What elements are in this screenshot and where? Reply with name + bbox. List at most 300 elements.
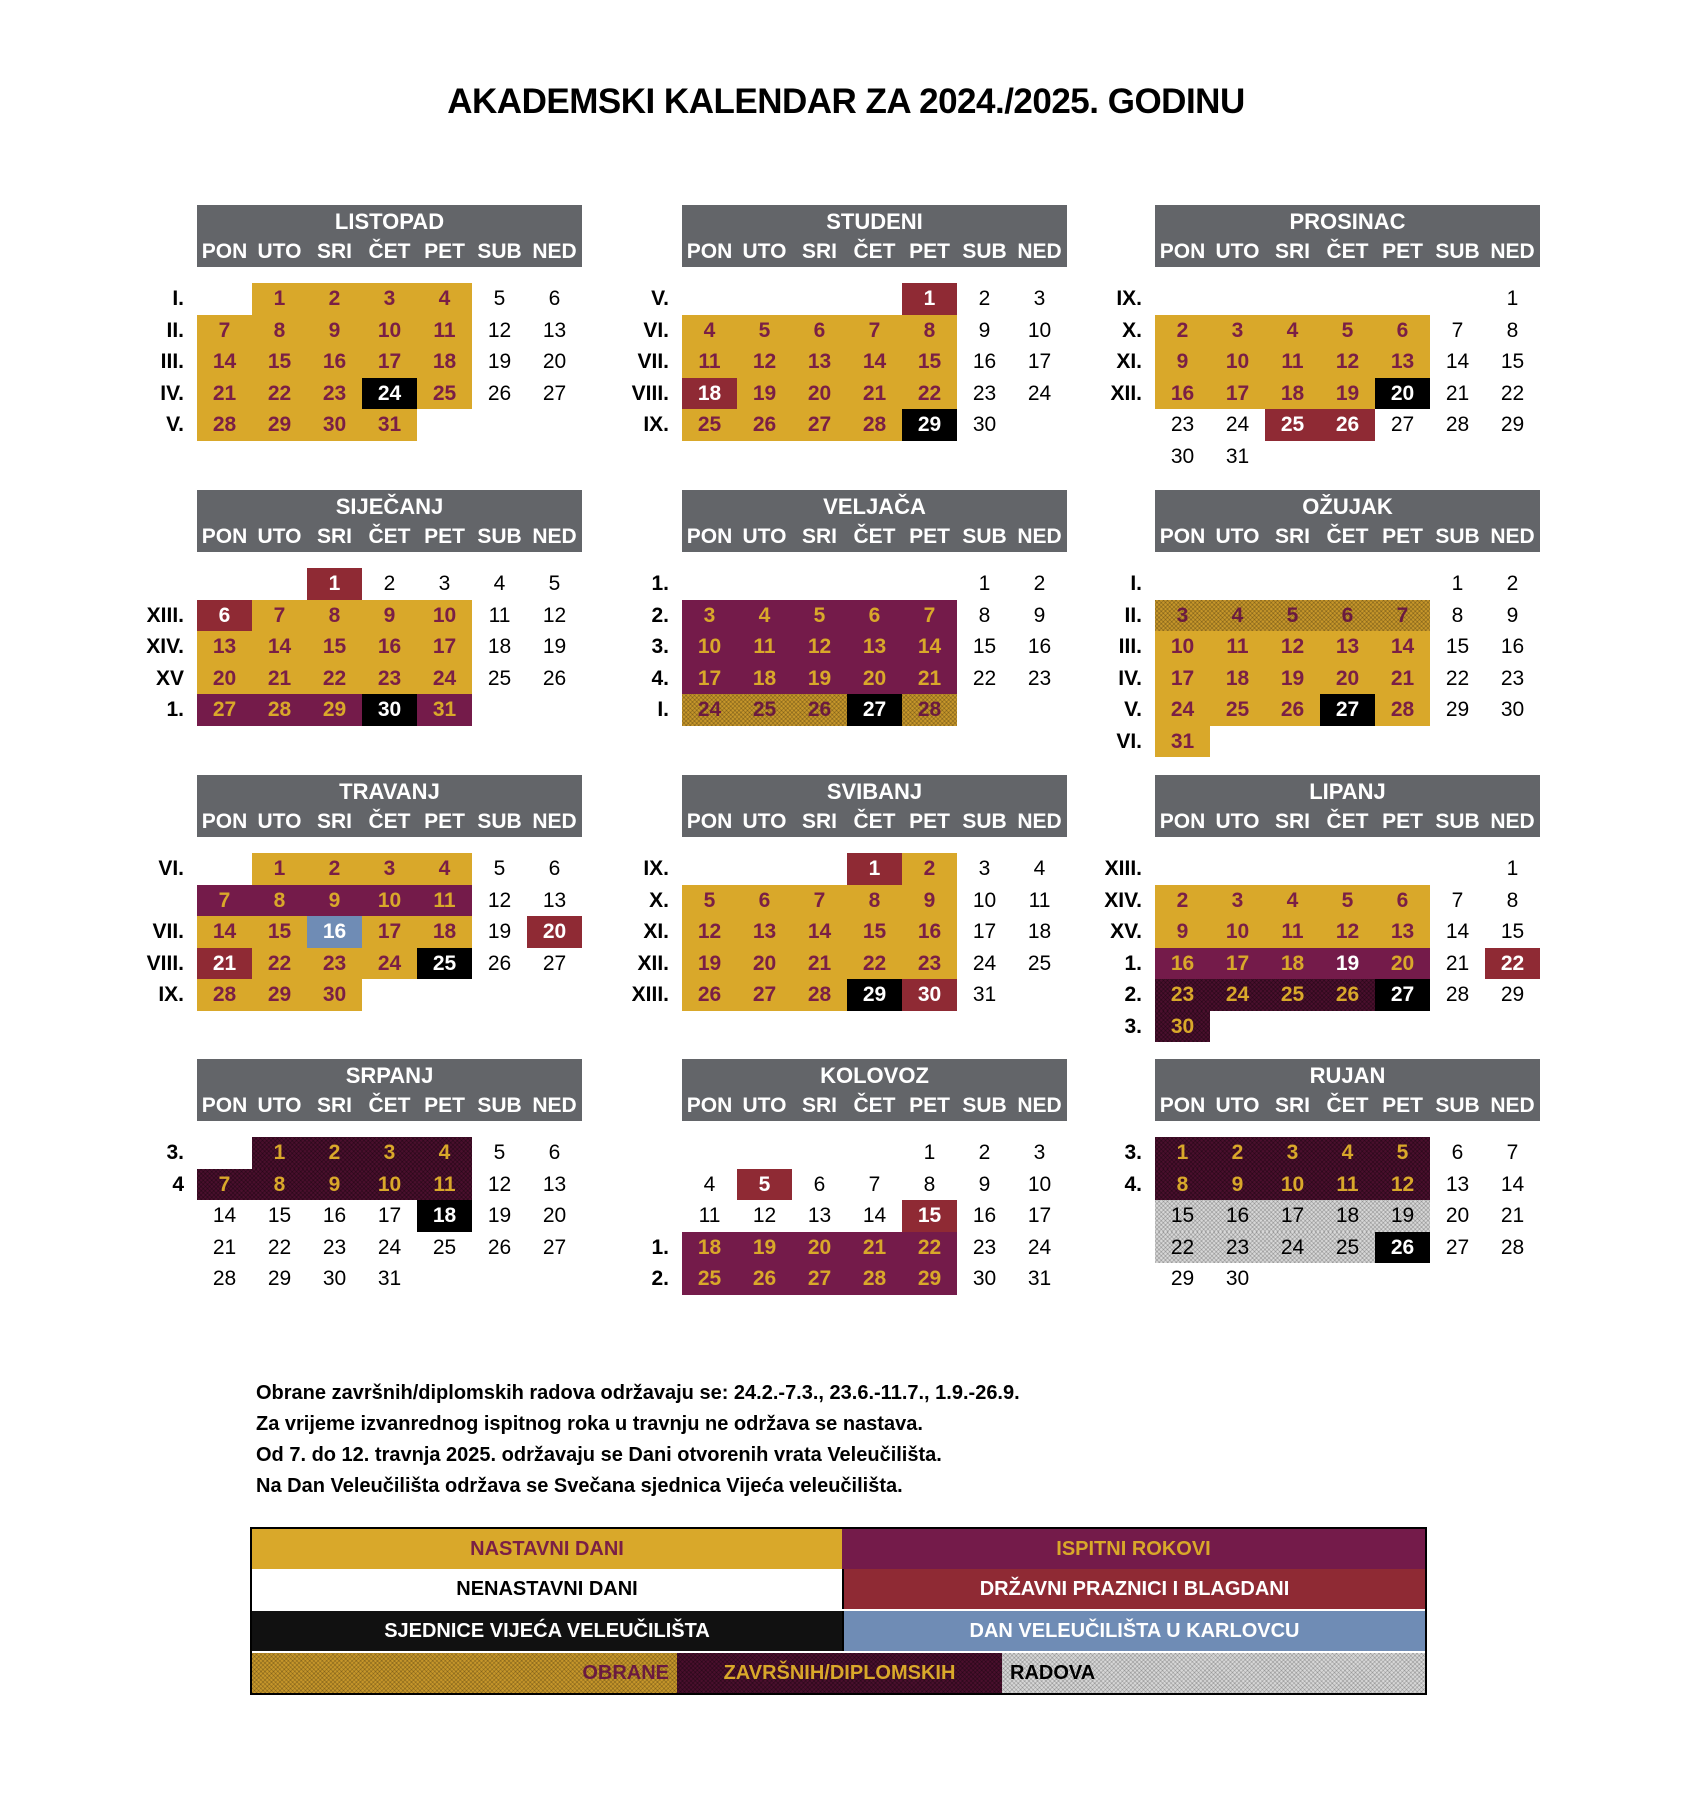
day-cell: 21 bbox=[252, 663, 307, 695]
day-cell: 7 bbox=[1375, 600, 1430, 632]
weekday-header: SRI bbox=[316, 1094, 352, 1117]
day-cell: 19 bbox=[1375, 1200, 1430, 1232]
week-row bbox=[60, 1169, 610, 1201]
day-cell: 5 bbox=[493, 857, 506, 880]
day-cell: 13 bbox=[542, 1172, 567, 1196]
day-cell: 20 bbox=[527, 916, 582, 948]
weekday-header-row bbox=[197, 237, 582, 267]
day-cell: 23 bbox=[972, 381, 997, 405]
day-cell: 12 bbox=[1265, 631, 1320, 663]
week-label bbox=[60, 1263, 184, 1295]
weekday-header: SRI bbox=[316, 240, 352, 263]
day-cell: 30 bbox=[307, 979, 362, 1011]
week-row bbox=[545, 853, 1095, 885]
weekday-header: UTO bbox=[1215, 525, 1260, 548]
week-row bbox=[60, 853, 610, 885]
day-cell: 21 bbox=[847, 1232, 902, 1264]
day-cell: 5 bbox=[1320, 315, 1375, 347]
weekday-header: PON bbox=[686, 525, 733, 548]
day-cell: 7 bbox=[1506, 1141, 1519, 1164]
day-cell: 18 bbox=[487, 635, 512, 658]
day-cell: 4 bbox=[682, 315, 737, 347]
weekday-header: NED bbox=[1490, 525, 1535, 548]
week-row bbox=[60, 600, 610, 632]
day-cell: 23 bbox=[307, 378, 362, 410]
day-cell: 5 bbox=[548, 572, 561, 595]
week-row bbox=[545, 315, 1095, 347]
day-cell: 12 bbox=[542, 603, 567, 627]
week-row bbox=[60, 315, 610, 347]
day-cell: 28 bbox=[1500, 1235, 1525, 1259]
week-row bbox=[1018, 726, 1568, 758]
week-row bbox=[1018, 1011, 1568, 1043]
week-label: I. bbox=[172, 287, 184, 310]
weekday-header: PET bbox=[1382, 525, 1423, 548]
day-cell: 13 bbox=[197, 631, 252, 663]
day-cell: 8 bbox=[1506, 888, 1519, 912]
day-cell: 17 bbox=[362, 346, 417, 378]
week-row bbox=[545, 1232, 1095, 1264]
day-cell: 17 bbox=[377, 1204, 402, 1227]
day-cell: 18 bbox=[1210, 663, 1265, 695]
day-cell: 18 bbox=[1320, 1200, 1375, 1232]
day-cell: 7 bbox=[847, 315, 902, 347]
day-cell: 9 bbox=[978, 1172, 991, 1196]
weekday-header: SUB bbox=[962, 240, 1007, 263]
day-cell: 30 bbox=[307, 409, 362, 441]
week-label: XIV. bbox=[146, 635, 184, 658]
day-cell: 11 bbox=[417, 1169, 472, 1201]
day-cell: 6 bbox=[813, 1172, 826, 1196]
day-cell: 26 bbox=[1320, 979, 1375, 1011]
legend-defenses-word-3: RADOVA bbox=[1010, 1662, 1096, 1684]
day-cell: 21 bbox=[1375, 663, 1430, 695]
day-cell: 13 bbox=[847, 631, 902, 663]
weekday-header: SRI bbox=[801, 525, 837, 548]
day-cell: 28 bbox=[197, 979, 252, 1011]
day-cell: 29 bbox=[252, 409, 307, 441]
day-cell: 11 bbox=[698, 1204, 721, 1227]
day-cell: 16 bbox=[1155, 378, 1210, 410]
week-label: XI. bbox=[1116, 350, 1142, 373]
month-name: OŽUJAK bbox=[1302, 494, 1393, 519]
day-cell: 14 bbox=[1375, 631, 1430, 663]
weekday-header: SRI bbox=[1274, 240, 1310, 263]
day-cell: 19 bbox=[1320, 948, 1375, 980]
day-cell: 12 bbox=[487, 888, 512, 912]
weekday-header: PET bbox=[1382, 810, 1423, 833]
day-cell: 24 bbox=[1265, 1232, 1320, 1264]
week-row bbox=[545, 916, 1095, 948]
day-cell: 20 bbox=[1375, 378, 1430, 410]
day-cell: 24 bbox=[972, 951, 997, 975]
day-cell: 4 bbox=[703, 1172, 716, 1196]
weekday-header: PET bbox=[424, 240, 465, 263]
day-cell: 24 bbox=[362, 378, 417, 410]
week-label: 3. bbox=[166, 1141, 184, 1164]
legend-defenses-word-2: ZAVRŠNIH/DIPLOMSKIH bbox=[723, 1662, 956, 1684]
week-label: XV bbox=[155, 666, 184, 690]
day-cell: 5 bbox=[1375, 1137, 1430, 1169]
weekday-header: ČET bbox=[1326, 810, 1369, 833]
day-cell: 29 bbox=[267, 1267, 292, 1290]
weekday-header-row bbox=[682, 1091, 1067, 1121]
day-cell: 16 bbox=[307, 916, 362, 948]
week-row bbox=[1018, 1169, 1568, 1201]
day-cell: 10 bbox=[1155, 631, 1210, 663]
day-cell: 26 bbox=[542, 666, 567, 690]
week-label: 4 bbox=[172, 1172, 184, 1196]
week-label: XIV. bbox=[1104, 888, 1142, 912]
week-label: 4. bbox=[651, 666, 669, 690]
day-cell: 21 bbox=[212, 1235, 237, 1259]
day-cell: 23 bbox=[362, 663, 417, 695]
day-cell: 25 bbox=[737, 694, 792, 726]
day-cell: 31 bbox=[1027, 1267, 1052, 1290]
week-row bbox=[60, 568, 610, 600]
weekday-header: SUB bbox=[962, 1094, 1007, 1117]
day-cell: 19 bbox=[737, 1232, 792, 1264]
note-exam-period: Za vrijeme izvanrednog ispitnog roka u travnju ne održava se nastava. bbox=[256, 1413, 923, 1435]
day-cell: 29 bbox=[902, 409, 957, 441]
day-cell: 6 bbox=[548, 857, 561, 880]
day-cell: 8 bbox=[923, 1172, 936, 1196]
weekday-header: PON bbox=[1159, 525, 1206, 548]
day-cell: 16 bbox=[972, 350, 997, 373]
day-cell: 21 bbox=[1445, 951, 1470, 975]
day-cell: 1 bbox=[1506, 857, 1519, 880]
day-cell: 8 bbox=[307, 600, 362, 632]
weekday-header: SUB bbox=[1435, 1094, 1480, 1117]
week-row bbox=[60, 885, 610, 917]
week-row bbox=[60, 378, 610, 410]
week-row bbox=[60, 631, 610, 663]
week-row bbox=[1018, 409, 1568, 441]
week-label: 1. bbox=[651, 1235, 669, 1259]
day-cell: 15 bbox=[307, 631, 362, 663]
day-cell: 24 bbox=[377, 1235, 402, 1259]
day-cell: 30 bbox=[362, 694, 417, 726]
week-label: X. bbox=[1122, 318, 1142, 342]
day-cell: 29 bbox=[902, 1263, 957, 1295]
day-cell: 30 bbox=[972, 413, 997, 436]
page-title: AKADEMSKI KALENDAR ZA 2024./2025. GODINU bbox=[447, 82, 1245, 121]
day-cell: 28 bbox=[252, 694, 307, 726]
day-cell: 12 bbox=[737, 346, 792, 378]
month-name: SIJEČANJ bbox=[335, 494, 444, 519]
day-cell: 18 bbox=[417, 916, 472, 948]
day-cell: 24 bbox=[1027, 1235, 1052, 1259]
week-label: VIII. bbox=[631, 381, 669, 405]
day-cell: 26 bbox=[737, 1263, 792, 1295]
month-name: VELJAČA bbox=[823, 494, 926, 519]
day-cell: 21 bbox=[902, 663, 957, 695]
day-cell: 2 bbox=[1506, 572, 1519, 595]
month-name: LISTOPAD bbox=[334, 209, 445, 234]
weekday-header: SRI bbox=[316, 810, 352, 833]
day-cell: 14 bbox=[252, 631, 307, 663]
day-cell: 11 bbox=[1028, 888, 1051, 912]
month-name: LIPANJ bbox=[1309, 779, 1386, 804]
day-cell: 23 bbox=[1170, 413, 1195, 436]
day-cell: 3 bbox=[1210, 315, 1265, 347]
day-cell: 28 bbox=[1445, 983, 1470, 1006]
weekday-header: NED bbox=[1490, 240, 1535, 263]
month-name: SRPANJ bbox=[345, 1063, 434, 1088]
day-cell: 8 bbox=[1155, 1169, 1210, 1201]
week-label: V. bbox=[1124, 698, 1142, 721]
day-cell: 2 bbox=[307, 1137, 362, 1169]
day-cell: 23 bbox=[902, 948, 957, 980]
day-cell: 10 bbox=[1265, 1169, 1320, 1201]
week-label: IV. bbox=[160, 381, 184, 405]
day-cell: 14 bbox=[197, 916, 252, 948]
day-cell: 8 bbox=[1451, 603, 1464, 627]
day-cell: 27 bbox=[542, 951, 567, 975]
day-cell: 12 bbox=[1375, 1169, 1430, 1201]
day-cell: 19 bbox=[792, 663, 847, 695]
day-cell: 26 bbox=[487, 381, 512, 405]
week-label: I. bbox=[657, 698, 669, 721]
day-cell: 16 bbox=[322, 1204, 347, 1227]
day-cell: 13 bbox=[1320, 631, 1375, 663]
day-cell: 28 bbox=[1375, 694, 1430, 726]
day-cell: 25 bbox=[1265, 979, 1320, 1011]
legend-non-teaching-days: NENASTAVNI DANI bbox=[252, 1569, 842, 1609]
day-cell: 28 bbox=[847, 1263, 902, 1295]
day-cell: 5 bbox=[792, 600, 847, 632]
day-cell: 5 bbox=[1320, 885, 1375, 917]
day-cell: 25 bbox=[1320, 1232, 1375, 1264]
day-cell: 13 bbox=[737, 916, 792, 948]
week-row bbox=[1018, 853, 1568, 885]
day-cell: 17 bbox=[1155, 663, 1210, 695]
weekday-header: PON bbox=[201, 1094, 248, 1117]
day-cell: 8 bbox=[252, 315, 307, 347]
day-cell: 16 bbox=[902, 916, 957, 948]
day-cell: 3 bbox=[362, 283, 417, 315]
day-cell: 29 bbox=[1500, 413, 1525, 436]
day-cell: 27 bbox=[1375, 979, 1430, 1011]
day-cell: 29 bbox=[1170, 1267, 1195, 1290]
day-cell: 2 bbox=[307, 283, 362, 315]
day-cell: 18 bbox=[682, 1232, 737, 1264]
week-label: I. bbox=[1130, 572, 1142, 595]
day-cell: 20 bbox=[1375, 948, 1430, 980]
week-row bbox=[545, 409, 1095, 441]
day-cell: 22 bbox=[902, 378, 957, 410]
day-cell: 10 bbox=[362, 1169, 417, 1201]
day-cell: 1 bbox=[1155, 1137, 1210, 1169]
day-cell: 23 bbox=[1155, 979, 1210, 1011]
day-cell: 22 bbox=[902, 1232, 957, 1264]
day-cell: 2 bbox=[1155, 315, 1210, 347]
weekday-header: ČET bbox=[1326, 240, 1369, 263]
day-cell: 2 bbox=[383, 572, 396, 595]
weekday-header: PET bbox=[1382, 240, 1423, 263]
week-row bbox=[1018, 283, 1568, 315]
day-cell: 11 bbox=[417, 315, 472, 347]
day-cell: 29 bbox=[847, 979, 902, 1011]
day-cell: 26 bbox=[792, 694, 847, 726]
day-cell: 17 bbox=[1027, 350, 1052, 373]
day-cell: 25 bbox=[432, 1235, 457, 1259]
day-cell: 28 bbox=[212, 1267, 237, 1290]
day-cell: 16 bbox=[1500, 635, 1525, 658]
day-cell: 1 bbox=[978, 572, 991, 595]
week-row bbox=[60, 948, 610, 980]
day-cell: 28 bbox=[1445, 413, 1470, 436]
week-row bbox=[60, 979, 610, 1011]
day-cell: 31 bbox=[362, 409, 417, 441]
day-cell: 8 bbox=[252, 1169, 307, 1201]
day-cell: 4 bbox=[493, 572, 506, 595]
week-label bbox=[60, 568, 184, 600]
weekday-header: SRI bbox=[801, 810, 837, 833]
day-cell: 5 bbox=[737, 315, 792, 347]
day-cell: 11 bbox=[737, 631, 792, 663]
weekday-header: SRI bbox=[801, 240, 837, 263]
week-label: XIII. bbox=[631, 983, 669, 1006]
week-row bbox=[60, 1232, 610, 1264]
day-cell: 26 bbox=[1265, 694, 1320, 726]
weekday-header: PON bbox=[1159, 1094, 1206, 1117]
week-row bbox=[545, 885, 1095, 917]
day-cell: 24 bbox=[1210, 979, 1265, 1011]
week-label bbox=[60, 885, 184, 917]
week-label bbox=[1018, 1263, 1142, 1295]
weekday-header-row bbox=[682, 522, 1067, 552]
day-cell: 25 bbox=[1210, 694, 1265, 726]
day-cell: 15 bbox=[972, 635, 997, 658]
weekday-header: SRI bbox=[1274, 1094, 1310, 1117]
day-cell: 6 bbox=[1320, 600, 1375, 632]
day-cell: 8 bbox=[902, 315, 957, 347]
day-cell: 4 bbox=[1210, 600, 1265, 632]
day-cell: 19 bbox=[487, 920, 512, 943]
day-cell: 5 bbox=[682, 885, 737, 917]
weekday-header: SRI bbox=[1274, 525, 1310, 548]
day-cell: 28 bbox=[902, 694, 957, 726]
day-cell: 26 bbox=[737, 409, 792, 441]
day-cell: 18 bbox=[1265, 378, 1320, 410]
day-cell: 21 bbox=[1445, 381, 1470, 405]
week-label: IX. bbox=[643, 413, 669, 436]
week-row bbox=[60, 1137, 610, 1169]
day-cell: 30 bbox=[1155, 1011, 1210, 1043]
day-cell: 18 bbox=[1027, 920, 1052, 943]
weekday-header: NED bbox=[532, 240, 577, 263]
day-cell: 13 bbox=[542, 888, 567, 912]
note-open-days: Od 7. do 12. travnja 2025. održavaju se Dani otvorenih vrata Veleučilišta. bbox=[256, 1444, 942, 1466]
day-cell: 11 bbox=[1320, 1169, 1375, 1201]
day-cell: 19 bbox=[1320, 378, 1375, 410]
legend-teaching-days: NASTAVNI DANI bbox=[252, 1529, 842, 1569]
day-cell: 2 bbox=[978, 287, 991, 310]
day-cell: 12 bbox=[682, 916, 737, 948]
week-row bbox=[545, 1169, 1095, 1201]
week-row bbox=[60, 409, 610, 441]
weekday-header: NED bbox=[1017, 240, 1062, 263]
weekday-header-row bbox=[1155, 807, 1540, 837]
week-row bbox=[1018, 1200, 1568, 1232]
day-cell: 30 bbox=[902, 979, 957, 1011]
week-label: XIII. bbox=[146, 603, 184, 627]
weekday-header: SUB bbox=[1435, 810, 1480, 833]
legend-defenses-teaching bbox=[252, 1653, 677, 1693]
week-label: VIII. bbox=[146, 951, 184, 975]
week-label: IX. bbox=[158, 983, 184, 1006]
day-cell: 30 bbox=[1170, 444, 1195, 468]
day-cell: 15 bbox=[902, 1200, 957, 1232]
day-cell: 8 bbox=[252, 885, 307, 917]
day-cell: 7 bbox=[792, 885, 847, 917]
day-cell: 11 bbox=[1265, 916, 1320, 948]
week-label: IV. bbox=[1118, 666, 1142, 690]
day-cell: 9 bbox=[1155, 346, 1210, 378]
weekday-header-row bbox=[1155, 1091, 1540, 1121]
day-cell: 1 bbox=[923, 1141, 936, 1164]
day-cell: 2 bbox=[1033, 572, 1046, 595]
day-cell: 30 bbox=[322, 1267, 347, 1290]
day-cell: 25 bbox=[1027, 951, 1052, 975]
day-cell: 13 bbox=[1375, 916, 1430, 948]
day-cell: 8 bbox=[978, 603, 991, 627]
day-cell: 9 bbox=[1155, 916, 1210, 948]
day-cell: 15 bbox=[252, 916, 307, 948]
week-label bbox=[1018, 1200, 1142, 1232]
week-label: XI. bbox=[643, 920, 669, 943]
day-cell: 12 bbox=[752, 1204, 777, 1227]
week-row bbox=[545, 283, 1095, 315]
day-cell: 26 bbox=[487, 951, 512, 975]
day-cell: 14 bbox=[862, 1204, 887, 1227]
weekday-header: UTO bbox=[742, 240, 787, 263]
day-cell: 12 bbox=[487, 1172, 512, 1196]
weekday-header: UTO bbox=[1215, 810, 1260, 833]
weekday-header: UTO bbox=[257, 1094, 302, 1117]
week-label: XII. bbox=[637, 951, 669, 975]
day-cell: 28 bbox=[792, 979, 847, 1011]
weekday-header: UTO bbox=[1215, 1094, 1260, 1117]
week-label: II. bbox=[166, 318, 184, 342]
day-cell: 20 bbox=[737, 948, 792, 980]
week-row bbox=[60, 916, 610, 948]
day-cell: 13 bbox=[1445, 1172, 1470, 1196]
day-cell: 25 bbox=[487, 666, 512, 690]
week-label: VI. bbox=[643, 318, 669, 342]
week-row bbox=[545, 1137, 1095, 1169]
day-cell: 1 bbox=[307, 568, 362, 600]
legend-council-sessions: SJEDNICE VIJEĆA VELEUČILIŠTA bbox=[252, 1611, 842, 1651]
day-cell: 19 bbox=[682, 948, 737, 980]
legend-defenses-word-1: OBRANE bbox=[582, 1662, 669, 1684]
day-cell: 26 bbox=[1320, 409, 1375, 441]
week-row bbox=[1018, 568, 1568, 600]
week-label: 1. bbox=[651, 572, 669, 595]
day-cell: 9 bbox=[307, 1169, 362, 1201]
day-cell: 15 bbox=[267, 1204, 292, 1227]
week-label: 1. bbox=[166, 698, 184, 721]
day-cell: 14 bbox=[902, 631, 957, 663]
day-cell: 19 bbox=[487, 350, 512, 373]
week-row bbox=[60, 283, 610, 315]
day-cell: 23 bbox=[1027, 666, 1052, 690]
day-cell: 14 bbox=[1445, 350, 1470, 373]
weekday-header: ČET bbox=[1326, 1094, 1369, 1117]
day-cell: 4 bbox=[1320, 1137, 1375, 1169]
day-cell: 10 bbox=[362, 885, 417, 917]
